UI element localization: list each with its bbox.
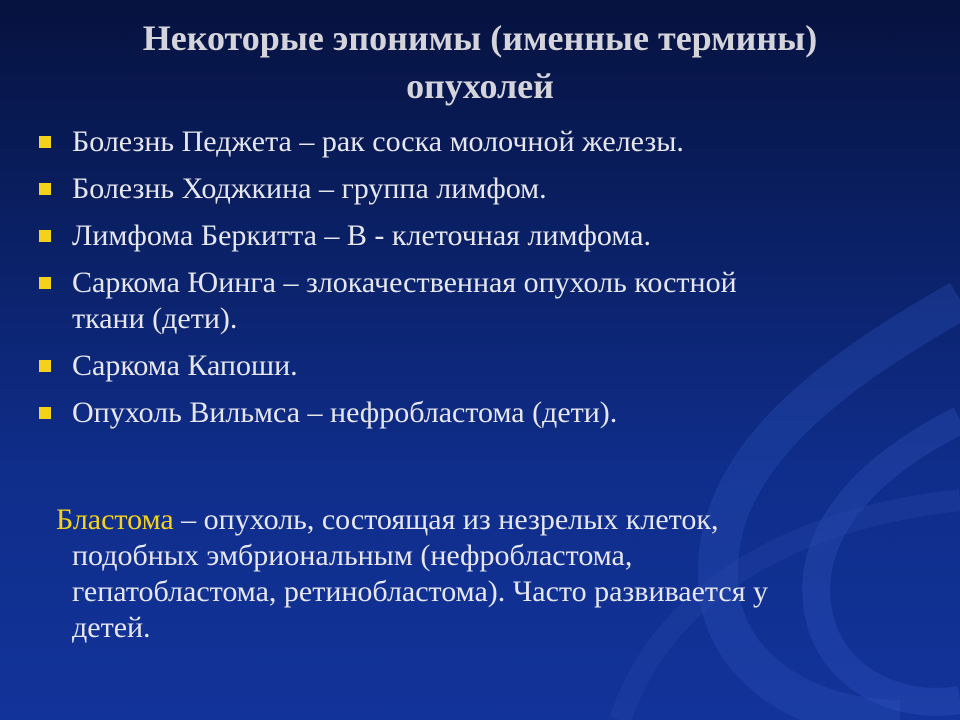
slide-title (60, 14, 900, 110)
blastoma-definition (56, 502, 916, 646)
definition-line-3: гепатобластома, ретинобластома). Часто развивается у (72, 575, 768, 608)
square-bullet-icon (39, 183, 51, 195)
list-item-text: Лимфома Беркитта – В - клеточная лимфома. (72, 219, 651, 252)
slide-title-line-2: опухолей (406, 66, 554, 106)
list-item-text: Болезнь Педжета – рак соска молочной железы. (72, 125, 684, 158)
square-bullet-icon (39, 360, 51, 372)
list-item-text-continuation: ткани (дети). (72, 302, 238, 335)
slide-title-line-1: Некоторые эпонимы (именные термины) (142, 18, 818, 58)
square-bullet-icon (39, 136, 51, 148)
list-item-text: Саркома Юинга – злокачественная опухоль костной (72, 266, 737, 299)
square-bullet-icon (39, 277, 51, 289)
square-bullet-icon (39, 407, 51, 419)
list-item (36, 265, 916, 337)
list-item (36, 124, 916, 160)
list-item-text: Опухоль Вильмса – нефробластома (дети). (72, 396, 618, 429)
list-item (36, 395, 916, 431)
list-item-text: Саркома Капоши. (72, 349, 298, 382)
list-item (36, 171, 916, 207)
eponym-list (36, 124, 916, 442)
definition-line-4: детей. (72, 611, 151, 644)
definition-line-2: подобных эмбриональным (нефробластома, (72, 539, 633, 572)
list-item (36, 218, 916, 254)
list-item (36, 348, 916, 384)
definition-first-line-text: – опухоль, состоящая из незрелых клеток, (173, 503, 719, 536)
definition-term: Бластома (56, 503, 174, 536)
list-item-text: Болезнь Ходжкина – группа лимфом. (72, 172, 547, 205)
square-bullet-icon (39, 230, 51, 242)
definition-first-line (56, 502, 916, 538)
